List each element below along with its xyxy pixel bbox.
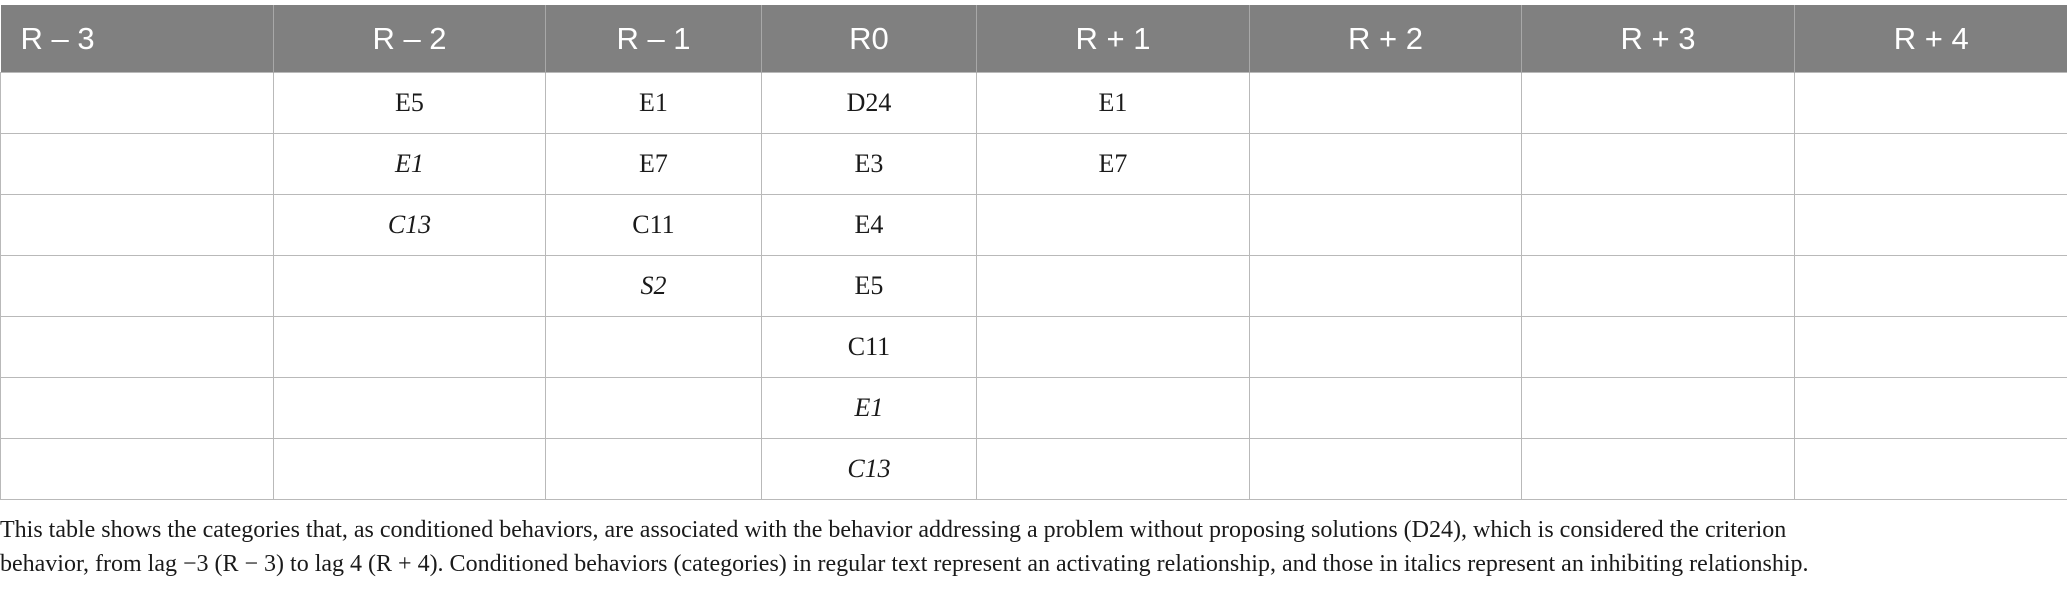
table-cell <box>762 134 977 195</box>
category-inhibiting: C13 <box>387 210 432 239</box>
table-cell <box>977 439 1250 500</box>
table-cell <box>1795 256 2067 317</box>
col-header-r-minus-2: R – 2 <box>274 5 546 73</box>
caption-line-1: This table shows the categories that, as conditioned behaviors, are associated with the behavior addressing a problem without proposing solutions (D24), which is considered the criterion <box>0 517 1787 543</box>
category-activating: E3 <box>854 149 884 178</box>
table-cell <box>546 256 762 317</box>
table-cell <box>1522 195 1795 256</box>
col-header-r-plus-3: R + 3 <box>1522 5 1795 73</box>
table-cell <box>1250 73 1522 134</box>
table-caption <box>0 513 2060 581</box>
header-row <box>1 5 2067 73</box>
category-activating: C11 <box>847 332 891 361</box>
table-row <box>1 195 2067 256</box>
table-header <box>1 5 2067 73</box>
category-activating: E7 <box>1098 149 1128 178</box>
table-cell <box>762 73 977 134</box>
table-cell <box>977 317 1250 378</box>
table-cell <box>1795 317 2067 378</box>
table-cell <box>546 73 762 134</box>
table-cell <box>1795 378 2067 439</box>
table-row <box>1 439 2067 500</box>
table-cell <box>1250 378 1522 439</box>
table-cell <box>274 195 546 256</box>
table-cell <box>1250 195 1522 256</box>
table-body <box>1 73 2067 500</box>
lag-table <box>0 5 2067 500</box>
col-header-r-plus-1: R + 1 <box>977 5 1250 73</box>
table-cell <box>1522 439 1795 500</box>
category-activating: E7 <box>639 149 668 178</box>
table-cell <box>977 378 1250 439</box>
col-header-r0: R0 <box>762 5 977 73</box>
table-cell <box>1795 195 2067 256</box>
table-cell <box>977 134 1250 195</box>
category-activating: E1 <box>639 88 668 117</box>
caption-line-2: behavior, from lag −3 (R − 3) to lag 4 (R + 4). Conditioned behaviors (categories) in regular text represent an activating relationship, and those in italics represent an inhibiting relationship. <box>0 551 1809 577</box>
table-cell <box>1250 439 1522 500</box>
category-activating: E5 <box>395 88 424 117</box>
table-cell <box>762 195 977 256</box>
table-cell <box>1795 439 2067 500</box>
table-cell <box>762 256 977 317</box>
table-row <box>1 256 2067 317</box>
col-header-r-minus-3: R – 3 <box>1 5 274 73</box>
table-cell <box>546 378 762 439</box>
category-inhibiting: S2 <box>640 271 667 300</box>
category-inhibiting: E1 <box>854 393 884 422</box>
table-cell <box>1795 134 2067 195</box>
table-cell <box>274 439 546 500</box>
table-cell <box>1522 73 1795 134</box>
category-activating: C11 <box>632 210 675 239</box>
table-cell <box>1 317 274 378</box>
table-cell <box>762 378 977 439</box>
category-activating: D24 <box>846 88 892 117</box>
table-cell <box>1 134 274 195</box>
table-row <box>1 73 2067 134</box>
table-cell <box>1250 256 1522 317</box>
table-cell <box>977 256 1250 317</box>
category-inhibiting: E1 <box>395 149 424 178</box>
table-cell <box>1522 378 1795 439</box>
table-cell <box>1 256 274 317</box>
category-activating: E5 <box>854 271 884 300</box>
table-cell <box>546 317 762 378</box>
table-cell <box>1 195 274 256</box>
col-header-r-plus-2: R + 2 <box>1250 5 1522 73</box>
table-row <box>1 317 2067 378</box>
category-inhibiting: C13 <box>847 454 891 483</box>
table-cell <box>977 195 1250 256</box>
table-row <box>1 378 2067 439</box>
table-cell <box>1 439 274 500</box>
table-cell <box>762 439 977 500</box>
table-cell <box>274 256 546 317</box>
table-cell <box>977 73 1250 134</box>
table-cell <box>546 134 762 195</box>
table-cell <box>546 439 762 500</box>
table-cell <box>546 195 762 256</box>
category-activating: E1 <box>1098 88 1128 117</box>
table-row <box>1 134 2067 195</box>
col-header-r-plus-4: R + 4 <box>1795 5 2067 73</box>
table-cell <box>274 134 546 195</box>
table-cell <box>274 73 546 134</box>
table-cell <box>274 378 546 439</box>
table-cell <box>1522 256 1795 317</box>
table-cell <box>1522 317 1795 378</box>
table-cell <box>1 378 274 439</box>
col-header-r-minus-1: R – 1 <box>546 5 762 73</box>
table-cell <box>762 317 977 378</box>
table-cell <box>1 73 274 134</box>
table-cell <box>274 317 546 378</box>
table-cell <box>1522 134 1795 195</box>
table-cell <box>1795 73 2067 134</box>
table-cell <box>1250 317 1522 378</box>
table-cell <box>1250 134 1522 195</box>
category-activating: E4 <box>854 210 884 239</box>
